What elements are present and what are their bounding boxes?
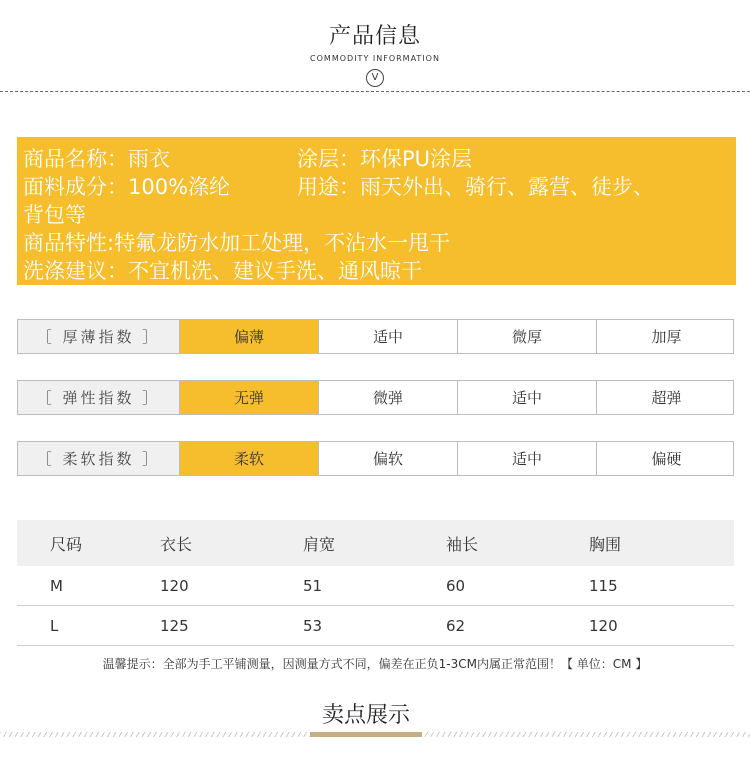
index-label: ［ 厚薄指数 ］ — [18, 320, 179, 353]
thickness-index-row — [17, 319, 734, 354]
info-name: 商品名称：雨衣 — [23, 147, 170, 171]
table-header-cell: 尺码 — [50, 534, 83, 554]
info-row — [23, 173, 730, 201]
chevron-down-icon: V — [366, 69, 384, 87]
table-cell: L — [50, 616, 59, 635]
index-option: 适中 — [318, 320, 457, 353]
table-header-cell: 袖长 — [446, 534, 479, 554]
index-option: 超弹 — [596, 381, 736, 414]
info-row — [23, 257, 730, 285]
table-header-cell: 肩宽 — [303, 534, 336, 554]
table-cell: 120 — [589, 616, 618, 635]
info-fabric: 面料成分：100%涤纶 — [23, 175, 231, 199]
table-cell: 125 — [160, 616, 189, 635]
section-title: 产品信息 — [328, 24, 421, 49]
index-option: 加厚 — [596, 320, 736, 353]
index-option: 偏软 — [318, 442, 457, 475]
product-info-box — [17, 137, 736, 285]
info-row — [23, 229, 730, 257]
section-header — [0, 22, 750, 87]
title-underline — [310, 732, 422, 737]
table-row — [17, 566, 734, 606]
selling-points-title: 卖点展示 — [310, 700, 422, 737]
table-cell: 60 — [446, 576, 466, 595]
table-header-cell: 衣长 — [160, 534, 193, 554]
table-cell: 62 — [446, 616, 466, 635]
table-cell: M — [50, 576, 63, 595]
table-header-cell: 胸围 — [589, 534, 622, 554]
info-coating: 涂层：环保PU涂层 — [297, 147, 473, 171]
table-header-row — [17, 520, 734, 566]
table-cell: 115 — [589, 576, 618, 595]
index-label: ［ 柔软指数 ］ — [18, 442, 179, 475]
table-cell: 51 — [303, 576, 323, 595]
index-option: 微厚 — [457, 320, 596, 353]
softness-index-row — [17, 441, 734, 476]
index-option: 微弹 — [318, 381, 457, 414]
size-table — [17, 520, 734, 646]
info-row — [23, 201, 730, 229]
index-option-selected: 偏薄 — [179, 320, 318, 353]
index-option: 适中 — [457, 442, 596, 475]
section-subtitle: COMMODITY INFORMATION — [310, 54, 440, 63]
table-row — [17, 606, 734, 646]
info-washing: 洗涤建议：不宜机洗、建议手洗、通风晾干 — [23, 259, 422, 283]
info-feature: 商品特性:特氟龙防水加工处理，不沾水一甩干 — [23, 231, 451, 255]
index-label: ［ 弹性指数 ］ — [18, 381, 179, 414]
info-usage: 用途：雨天外出、骑行、露营、徒步、 — [297, 175, 654, 199]
elasticity-index-row — [17, 380, 734, 415]
dashed-divider — [0, 91, 750, 92]
info-usage-cont: 背包等 — [23, 203, 86, 227]
index-option-selected: 无弹 — [179, 381, 318, 414]
index-option: 偏硬 — [596, 442, 736, 475]
table-cell: 53 — [303, 616, 323, 635]
measurement-tip: 温馨提示：全部为手工平铺测量，因测量方式不同，偏差在正负1-3CM内属正常范围！【 单位：CM 】 — [102, 657, 648, 671]
index-option-selected: 柔软 — [179, 442, 318, 475]
info-row — [23, 145, 730, 173]
table-cell: 120 — [160, 576, 189, 595]
index-option: 适中 — [457, 381, 596, 414]
